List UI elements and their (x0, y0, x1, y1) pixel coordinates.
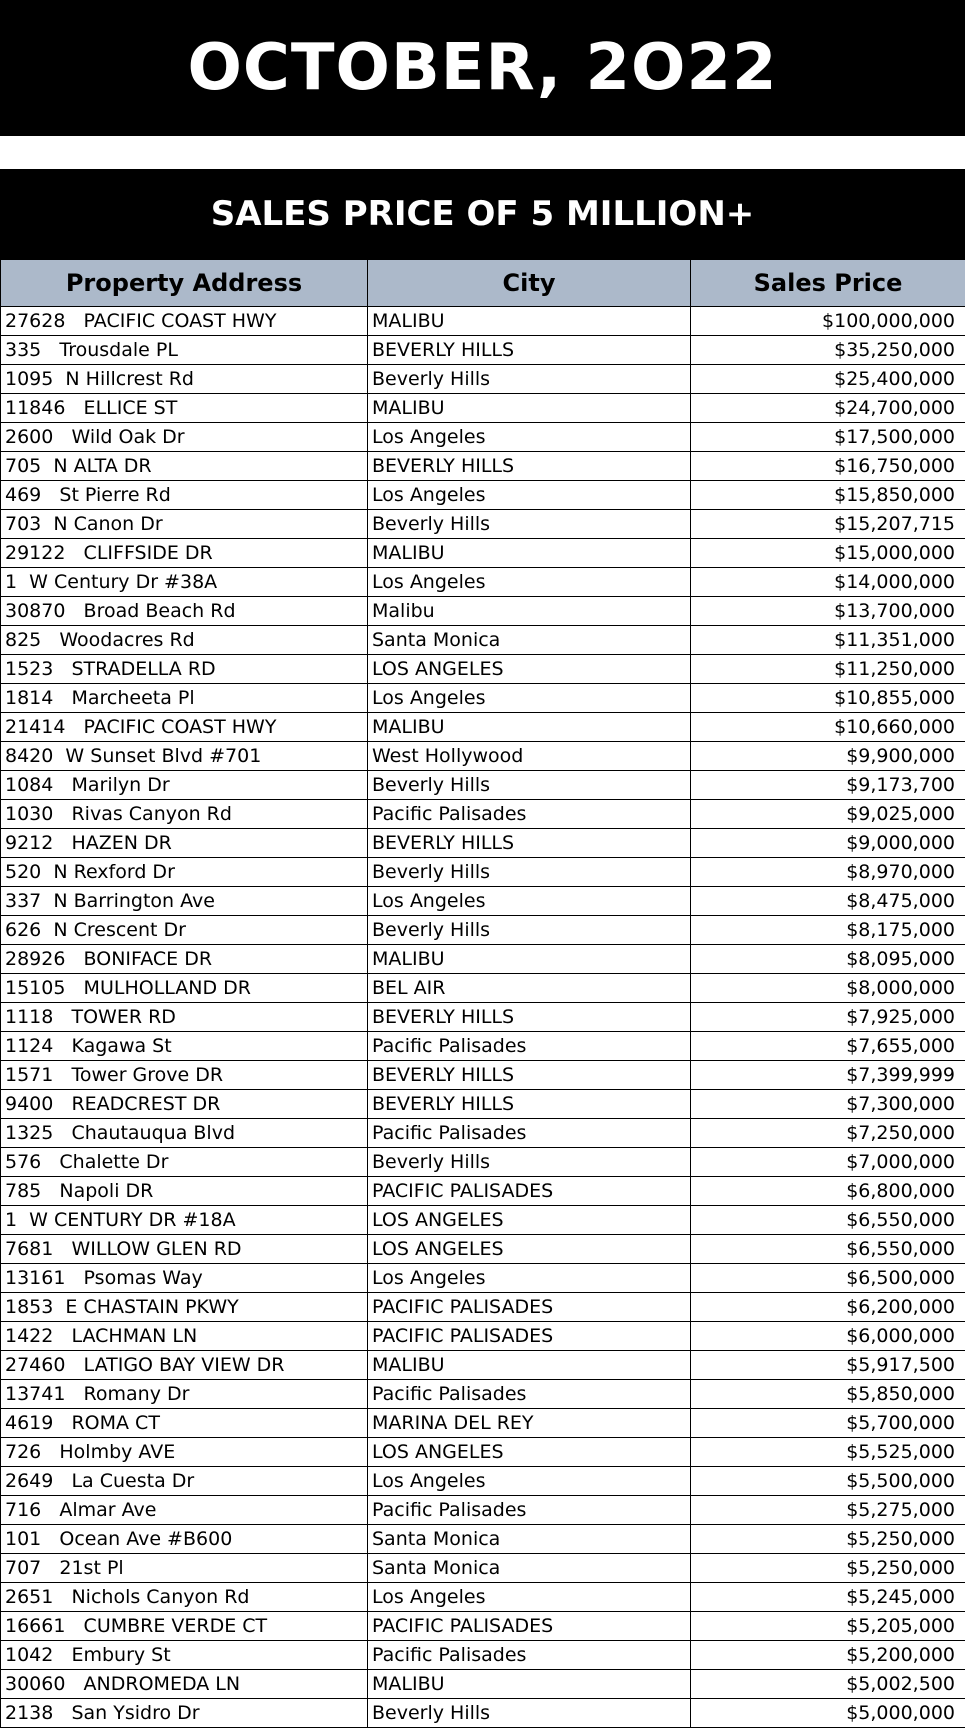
table-row (1, 1177, 965, 1206)
table-row (1, 800, 965, 829)
page-title: OCTOBER, 2O22 (0, 0, 965, 136)
address-cell: 1042 Embury St (1, 1641, 368, 1670)
price-cell: $13,700,000 (691, 597, 965, 626)
price-cell: $8,095,000 (691, 945, 965, 974)
address-cell: 1124 Kagawa St (1, 1032, 368, 1061)
city-cell: Pacific Palisades (368, 1032, 691, 1061)
table-row (1, 481, 965, 510)
table-row (1, 626, 965, 655)
address-cell: 21414 PACIFIC COAST HWY (1, 713, 368, 742)
address-cell: 16661 CUMBRE VERDE CT (1, 1612, 368, 1641)
price-cell: $15,207,715 (691, 510, 965, 539)
table-row (1, 365, 965, 394)
address-cell: 785 Napoli DR (1, 1177, 368, 1206)
price-cell: $9,025,000 (691, 800, 965, 829)
price-cell: $6,500,000 (691, 1264, 965, 1293)
table-row (1, 916, 965, 945)
city-cell: Pacific Palisades (368, 1641, 691, 1670)
address-cell: 1095 N Hillcrest Rd (1, 365, 368, 394)
table-row (1, 1206, 965, 1235)
price-cell: $7,300,000 (691, 1090, 965, 1119)
price-cell: $5,002,500 (691, 1670, 965, 1699)
table-row (1, 394, 965, 423)
price-cell: $8,000,000 (691, 974, 965, 1003)
price-cell: $5,850,000 (691, 1380, 965, 1409)
table-row (1, 1264, 965, 1293)
price-cell: $15,850,000 (691, 481, 965, 510)
price-cell: $11,351,000 (691, 626, 965, 655)
price-cell: $8,175,000 (691, 916, 965, 945)
address-cell: 825 Woodacres Rd (1, 626, 368, 655)
city-cell: Beverly Hills (368, 365, 691, 394)
table-row (1, 1380, 965, 1409)
price-cell: $8,970,000 (691, 858, 965, 887)
price-cell: $7,655,000 (691, 1032, 965, 1061)
city-cell: Los Angeles (368, 568, 691, 597)
address-cell: 2600 Wild Oak Dr (1, 423, 368, 452)
city-cell: Santa Monica (368, 626, 691, 655)
address-cell: 29122 CLIFFSIDE DR (1, 539, 368, 568)
address-cell: 30060 ANDROMEDA LN (1, 1670, 368, 1699)
address-cell: 1325 Chautauqua Blvd (1, 1119, 368, 1148)
address-cell: 1571 Tower Grove DR (1, 1061, 368, 1090)
address-cell: 1523 STRADELLA RD (1, 655, 368, 684)
table-row (1, 539, 965, 568)
price-cell: $25,400,000 (691, 365, 965, 394)
address-cell: 9212 HAZEN DR (1, 829, 368, 858)
address-cell: 2651 Nichols Canyon Rd (1, 1583, 368, 1612)
city-cell: MALIBU (368, 307, 691, 336)
address-cell: 469 St Pierre Rd (1, 481, 368, 510)
address-cell: 1030 Rivas Canyon Rd (1, 800, 368, 829)
column-header-price: Sales Price (691, 260, 965, 307)
city-cell: Malibu (368, 597, 691, 626)
address-cell: 28926 BONIFACE DR (1, 945, 368, 974)
price-cell: $7,399,999 (691, 1061, 965, 1090)
price-cell: $6,550,000 (691, 1206, 965, 1235)
address-cell: 2138 San Ysidro Dr (1, 1699, 368, 1728)
city-cell: Pacific Palisades (368, 1380, 691, 1409)
price-cell: $17,500,000 (691, 423, 965, 452)
city-cell: LOS ANGELES (368, 655, 691, 684)
price-cell: $8,475,000 (691, 887, 965, 916)
city-cell: BEVERLY HILLS (368, 1003, 691, 1032)
table-row (1, 510, 965, 539)
address-cell: 13741 Romany Dr (1, 1380, 368, 1409)
price-cell: $10,660,000 (691, 713, 965, 742)
price-cell: $5,917,500 (691, 1351, 965, 1380)
price-cell: $5,275,000 (691, 1496, 965, 1525)
table-row (1, 829, 965, 858)
address-cell: 11846 ELLICE ST (1, 394, 368, 423)
city-cell: LOS ANGELES (368, 1235, 691, 1264)
table-row (1, 1148, 965, 1177)
address-cell: 716 Almar Ave (1, 1496, 368, 1525)
address-cell: 30870 Broad Beach Rd (1, 597, 368, 626)
price-cell: $5,500,000 (691, 1467, 965, 1496)
table-row (1, 655, 965, 684)
address-cell: 101 Ocean Ave #B600 (1, 1525, 368, 1554)
city-cell: MALIBU (368, 945, 691, 974)
price-cell: $5,000,000 (691, 1699, 965, 1728)
table-row (1, 1612, 965, 1641)
sales-table (0, 259, 965, 1728)
table-row (1, 1119, 965, 1148)
address-cell: 520 N Rexford Dr (1, 858, 368, 887)
city-cell: Beverly Hills (368, 771, 691, 800)
address-cell: 27460 LATIGO BAY VIEW DR (1, 1351, 368, 1380)
address-cell: 1422 LACHMAN LN (1, 1322, 368, 1351)
table-row (1, 1322, 965, 1351)
address-cell: 726 Holmby AVE (1, 1438, 368, 1467)
price-cell: $10,855,000 (691, 684, 965, 713)
address-cell: 8420 W Sunset Blvd #701 (1, 742, 368, 771)
city-cell: MALIBU (368, 394, 691, 423)
address-cell: 9400 READCREST DR (1, 1090, 368, 1119)
price-cell: $6,550,000 (691, 1235, 965, 1264)
table-row (1, 887, 965, 916)
city-cell: Los Angeles (368, 684, 691, 713)
table-row (1, 452, 965, 481)
city-cell: Beverly Hills (368, 858, 691, 887)
city-cell: Los Angeles (368, 423, 691, 452)
table-row (1, 1438, 965, 1467)
city-cell: Pacific Palisades (368, 1496, 691, 1525)
price-cell: $14,000,000 (691, 568, 965, 597)
price-cell: $7,000,000 (691, 1148, 965, 1177)
table-row (1, 1670, 965, 1699)
city-cell: BEVERLY HILLS (368, 829, 691, 858)
city-cell: Santa Monica (368, 1554, 691, 1583)
address-cell: 4619 ROMA CT (1, 1409, 368, 1438)
table-row (1, 1641, 965, 1670)
price-cell: $100,000,000 (691, 307, 965, 336)
price-cell: $5,250,000 (691, 1554, 965, 1583)
city-cell: BEVERLY HILLS (368, 452, 691, 481)
table-row (1, 945, 965, 974)
table-row (1, 307, 965, 336)
price-cell: $5,700,000 (691, 1409, 965, 1438)
city-cell: Los Angeles (368, 1264, 691, 1293)
price-cell: $5,250,000 (691, 1525, 965, 1554)
price-cell: $6,800,000 (691, 1177, 965, 1206)
city-cell: Beverly Hills (368, 1148, 691, 1177)
price-cell: $6,000,000 (691, 1322, 965, 1351)
table-row (1, 336, 965, 365)
table-header-row (1, 260, 965, 307)
address-cell: 1853 E CHASTAIN PKWY (1, 1293, 368, 1322)
city-cell: Pacific Palisades (368, 800, 691, 829)
city-cell: BEVERLY HILLS (368, 336, 691, 365)
city-cell: Los Angeles (368, 481, 691, 510)
address-cell: 707 21st Pl (1, 1554, 368, 1583)
column-header-address: Property Address (1, 260, 368, 307)
city-cell: BEL AIR (368, 974, 691, 1003)
price-cell: $35,250,000 (691, 336, 965, 365)
address-cell: 7681 WILLOW GLEN RD (1, 1235, 368, 1264)
city-cell: MARINA DEL REY (368, 1409, 691, 1438)
price-cell: $9,173,700 (691, 771, 965, 800)
table-row (1, 1525, 965, 1554)
city-cell: Los Angeles (368, 1467, 691, 1496)
address-cell: 1 W CENTURY DR #18A (1, 1206, 368, 1235)
city-cell: MALIBU (368, 539, 691, 568)
city-cell: PACIFIC PALISADES (368, 1293, 691, 1322)
table-row (1, 1293, 965, 1322)
table-row (1, 1090, 965, 1119)
price-cell: $7,250,000 (691, 1119, 965, 1148)
address-cell: 15105 MULHOLLAND DR (1, 974, 368, 1003)
table-row (1, 974, 965, 1003)
table-row (1, 684, 965, 713)
city-cell: Pacific Palisades (368, 1119, 691, 1148)
address-cell: 1814 Marcheeta Pl (1, 684, 368, 713)
city-cell: MALIBU (368, 713, 691, 742)
table-row (1, 771, 965, 800)
address-cell: 2649 La Cuesta Dr (1, 1467, 368, 1496)
city-cell: MALIBU (368, 1351, 691, 1380)
city-cell: Beverly Hills (368, 510, 691, 539)
table-row (1, 1583, 965, 1612)
price-cell: $7,925,000 (691, 1003, 965, 1032)
address-cell: 27628 PACIFIC COAST HWY (1, 307, 368, 336)
city-cell: LOS ANGELES (368, 1438, 691, 1467)
price-cell: $15,000,000 (691, 539, 965, 568)
city-cell: MALIBU (368, 1670, 691, 1699)
city-cell: BEVERLY HILLS (368, 1061, 691, 1090)
address-cell: 705 N ALTA DR (1, 452, 368, 481)
city-cell: PACIFIC PALISADES (368, 1322, 691, 1351)
table-row (1, 742, 965, 771)
price-cell: $5,525,000 (691, 1438, 965, 1467)
city-cell: West Hollywood (368, 742, 691, 771)
table-row (1, 1496, 965, 1525)
address-cell: 626 N Crescent Dr (1, 916, 368, 945)
address-cell: 337 N Barrington Ave (1, 887, 368, 916)
price-cell: $9,000,000 (691, 829, 965, 858)
table-row (1, 597, 965, 626)
city-cell: LOS ANGELES (368, 1206, 691, 1235)
table-row (1, 1351, 965, 1380)
city-cell: BEVERLY HILLS (368, 1090, 691, 1119)
city-cell: Beverly Hills (368, 916, 691, 945)
price-cell: $24,700,000 (691, 394, 965, 423)
city-cell: Beverly Hills (368, 1699, 691, 1728)
price-cell: $5,205,000 (691, 1612, 965, 1641)
city-cell: Los Angeles (368, 1583, 691, 1612)
table-row (1, 1003, 965, 1032)
table-row (1, 713, 965, 742)
city-cell: Santa Monica (368, 1525, 691, 1554)
city-cell: Los Angeles (368, 887, 691, 916)
table-row (1, 1032, 965, 1061)
table-row (1, 1409, 965, 1438)
address-cell: 1118 TOWER RD (1, 1003, 368, 1032)
table-row (1, 568, 965, 597)
city-cell: PACIFIC PALISADES (368, 1612, 691, 1641)
address-cell: 703 N Canon Dr (1, 510, 368, 539)
city-cell: PACIFIC PALISADES (368, 1177, 691, 1206)
address-cell: 335 Trousdale PL (1, 336, 368, 365)
price-cell: $16,750,000 (691, 452, 965, 481)
address-cell: 1 W Century Dr #38A (1, 568, 368, 597)
price-cell: $11,250,000 (691, 655, 965, 684)
address-cell: 13161 Psomas Way (1, 1264, 368, 1293)
price-cell: $9,900,000 (691, 742, 965, 771)
table-row (1, 1554, 965, 1583)
table-row (1, 1061, 965, 1090)
address-cell: 1084 Marilyn Dr (1, 771, 368, 800)
table-subtitle: SALES PRICE OF 5 MILLION+ (0, 169, 965, 259)
address-cell: 576 Chalette Dr (1, 1148, 368, 1177)
table-row (1, 1467, 965, 1496)
table-row (1, 423, 965, 452)
price-cell: $5,245,000 (691, 1583, 965, 1612)
price-cell: $6,200,000 (691, 1293, 965, 1322)
price-cell: $5,200,000 (691, 1641, 965, 1670)
table-row (1, 858, 965, 887)
table-row (1, 1699, 965, 1728)
table-row (1, 1235, 965, 1264)
column-header-city: City (368, 260, 691, 307)
